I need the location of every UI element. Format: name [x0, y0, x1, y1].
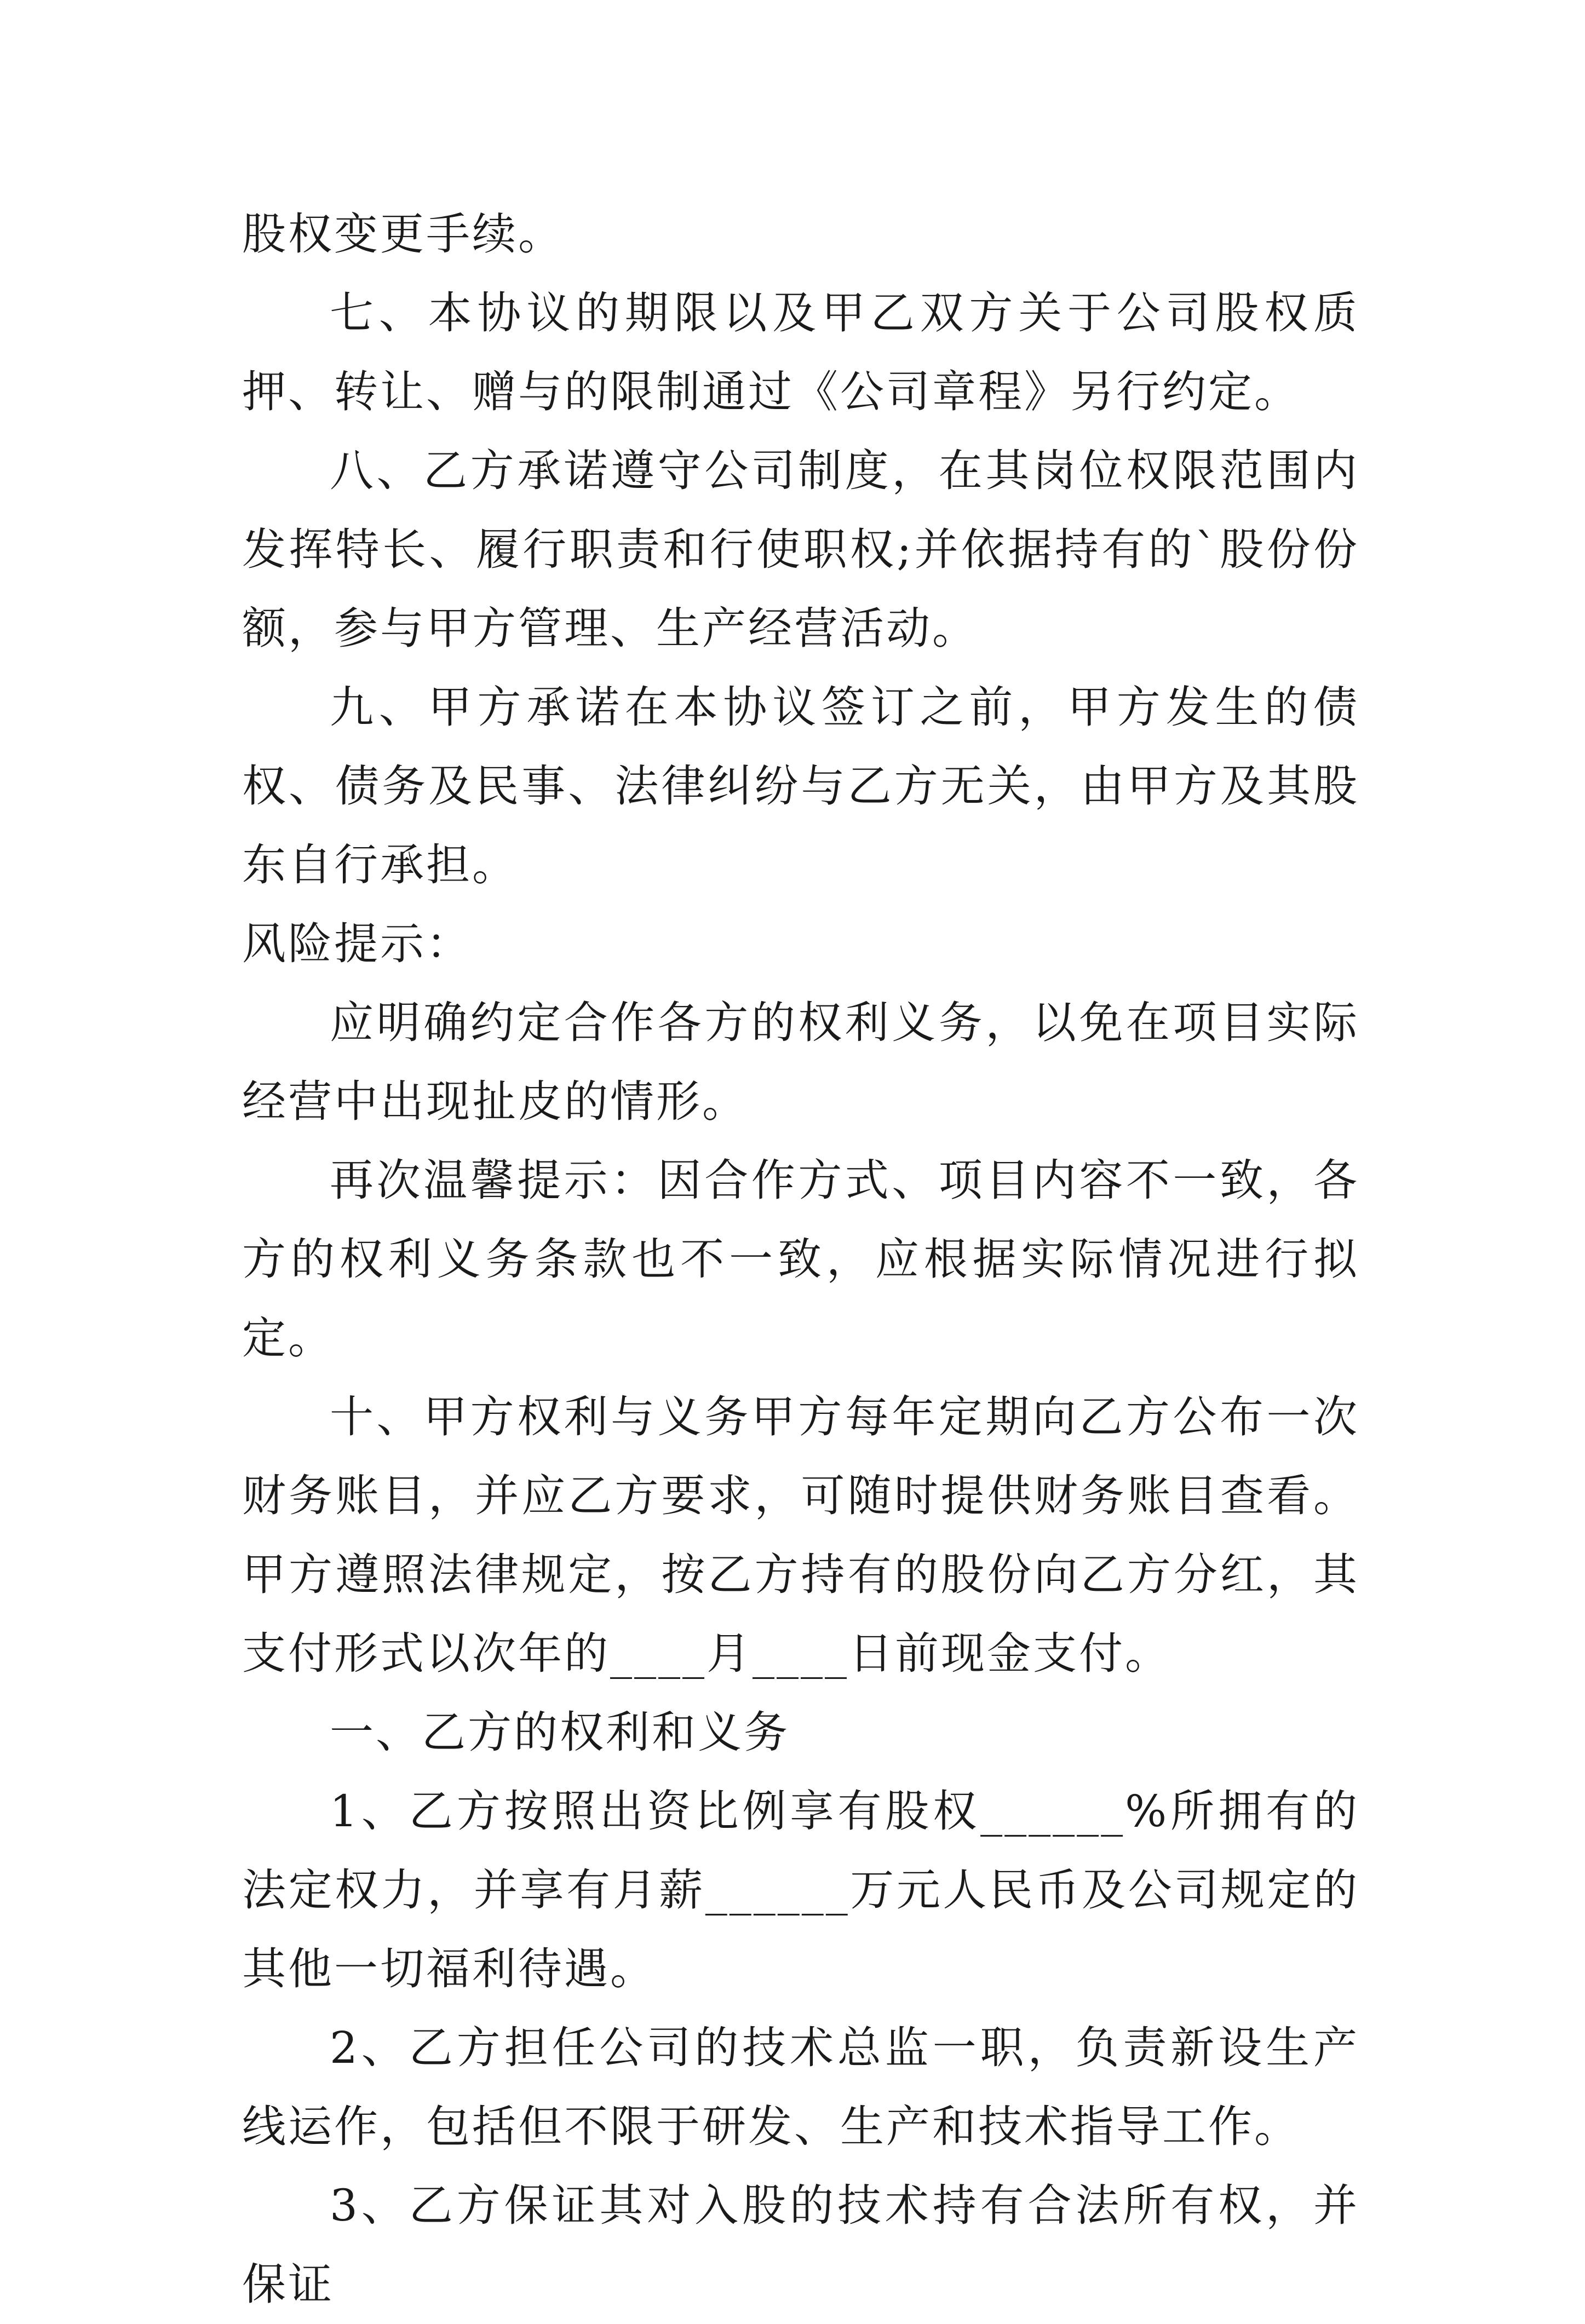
- paragraph-clause-7: 七、本协议的期限以及甲乙双方关于公司股权质押、转让、赠与的限制通过《公司章程》另行约定。: [242, 287, 1359, 417]
- paragraph-clause-9: 九、甲方承诺在本协议签订之前，甲方发生的债权、债务及民事、法律纠纷与乙方无关，由甲方及其股东自行承担。: [242, 682, 1359, 890]
- paragraph-item-3: 3、乙方保证其对入股的技术持有合法所有权，并保证: [242, 2180, 1359, 2310]
- paragraph-risk-notice: 应明确约定合作各方的权利义务，以免在项目实际经营中出现扯皮的情形。: [242, 997, 1359, 1127]
- section-heading-party-b-rights: 一、乙方的权利和义务: [330, 1707, 790, 1758]
- paragraph-item-2: 2、乙方担任公司的技术总监一职，负责新设生产线运作，包括但不限于研发、生产和技术指导工作。: [242, 2022, 1359, 2152]
- paragraph-clause-10: 十、甲方权利与义务甲方每年定期向乙方公布一次财务账目，并应乙方要求，可随时提供财务账目查看。甲方遵照法律规定，按乙方持有的股份向乙方分红，其支付形式以次年的____月____日前现金支付。: [242, 1391, 1359, 1679]
- paragraph-clause-8: 八、乙方承诺遵守公司制度，在其岗位权限范围内发挥特长、履行职责和行使职权;并依据持有的`股份份额，参与甲方管理、生产经营活动。: [242, 445, 1359, 654]
- document-body: [242, 195, 1359, 2324]
- paragraph-item-1: 1、乙方按照出资比例享有股权______%所拥有的法定权力，并享有月薪______万元人民币及公司规定的其他一切福利待遇。: [242, 1786, 1359, 1994]
- risk-notice-heading: 风险提示：: [242, 918, 472, 969]
- paragraph-reminder: 再次温馨提示：因合作方式、项目内容不一致，各方的权利义务条款也不一致，应根据实际情况进行拟定。: [242, 1155, 1359, 1364]
- paragraph-equity-change-procedure: 股权变更手续。: [242, 209, 564, 260]
